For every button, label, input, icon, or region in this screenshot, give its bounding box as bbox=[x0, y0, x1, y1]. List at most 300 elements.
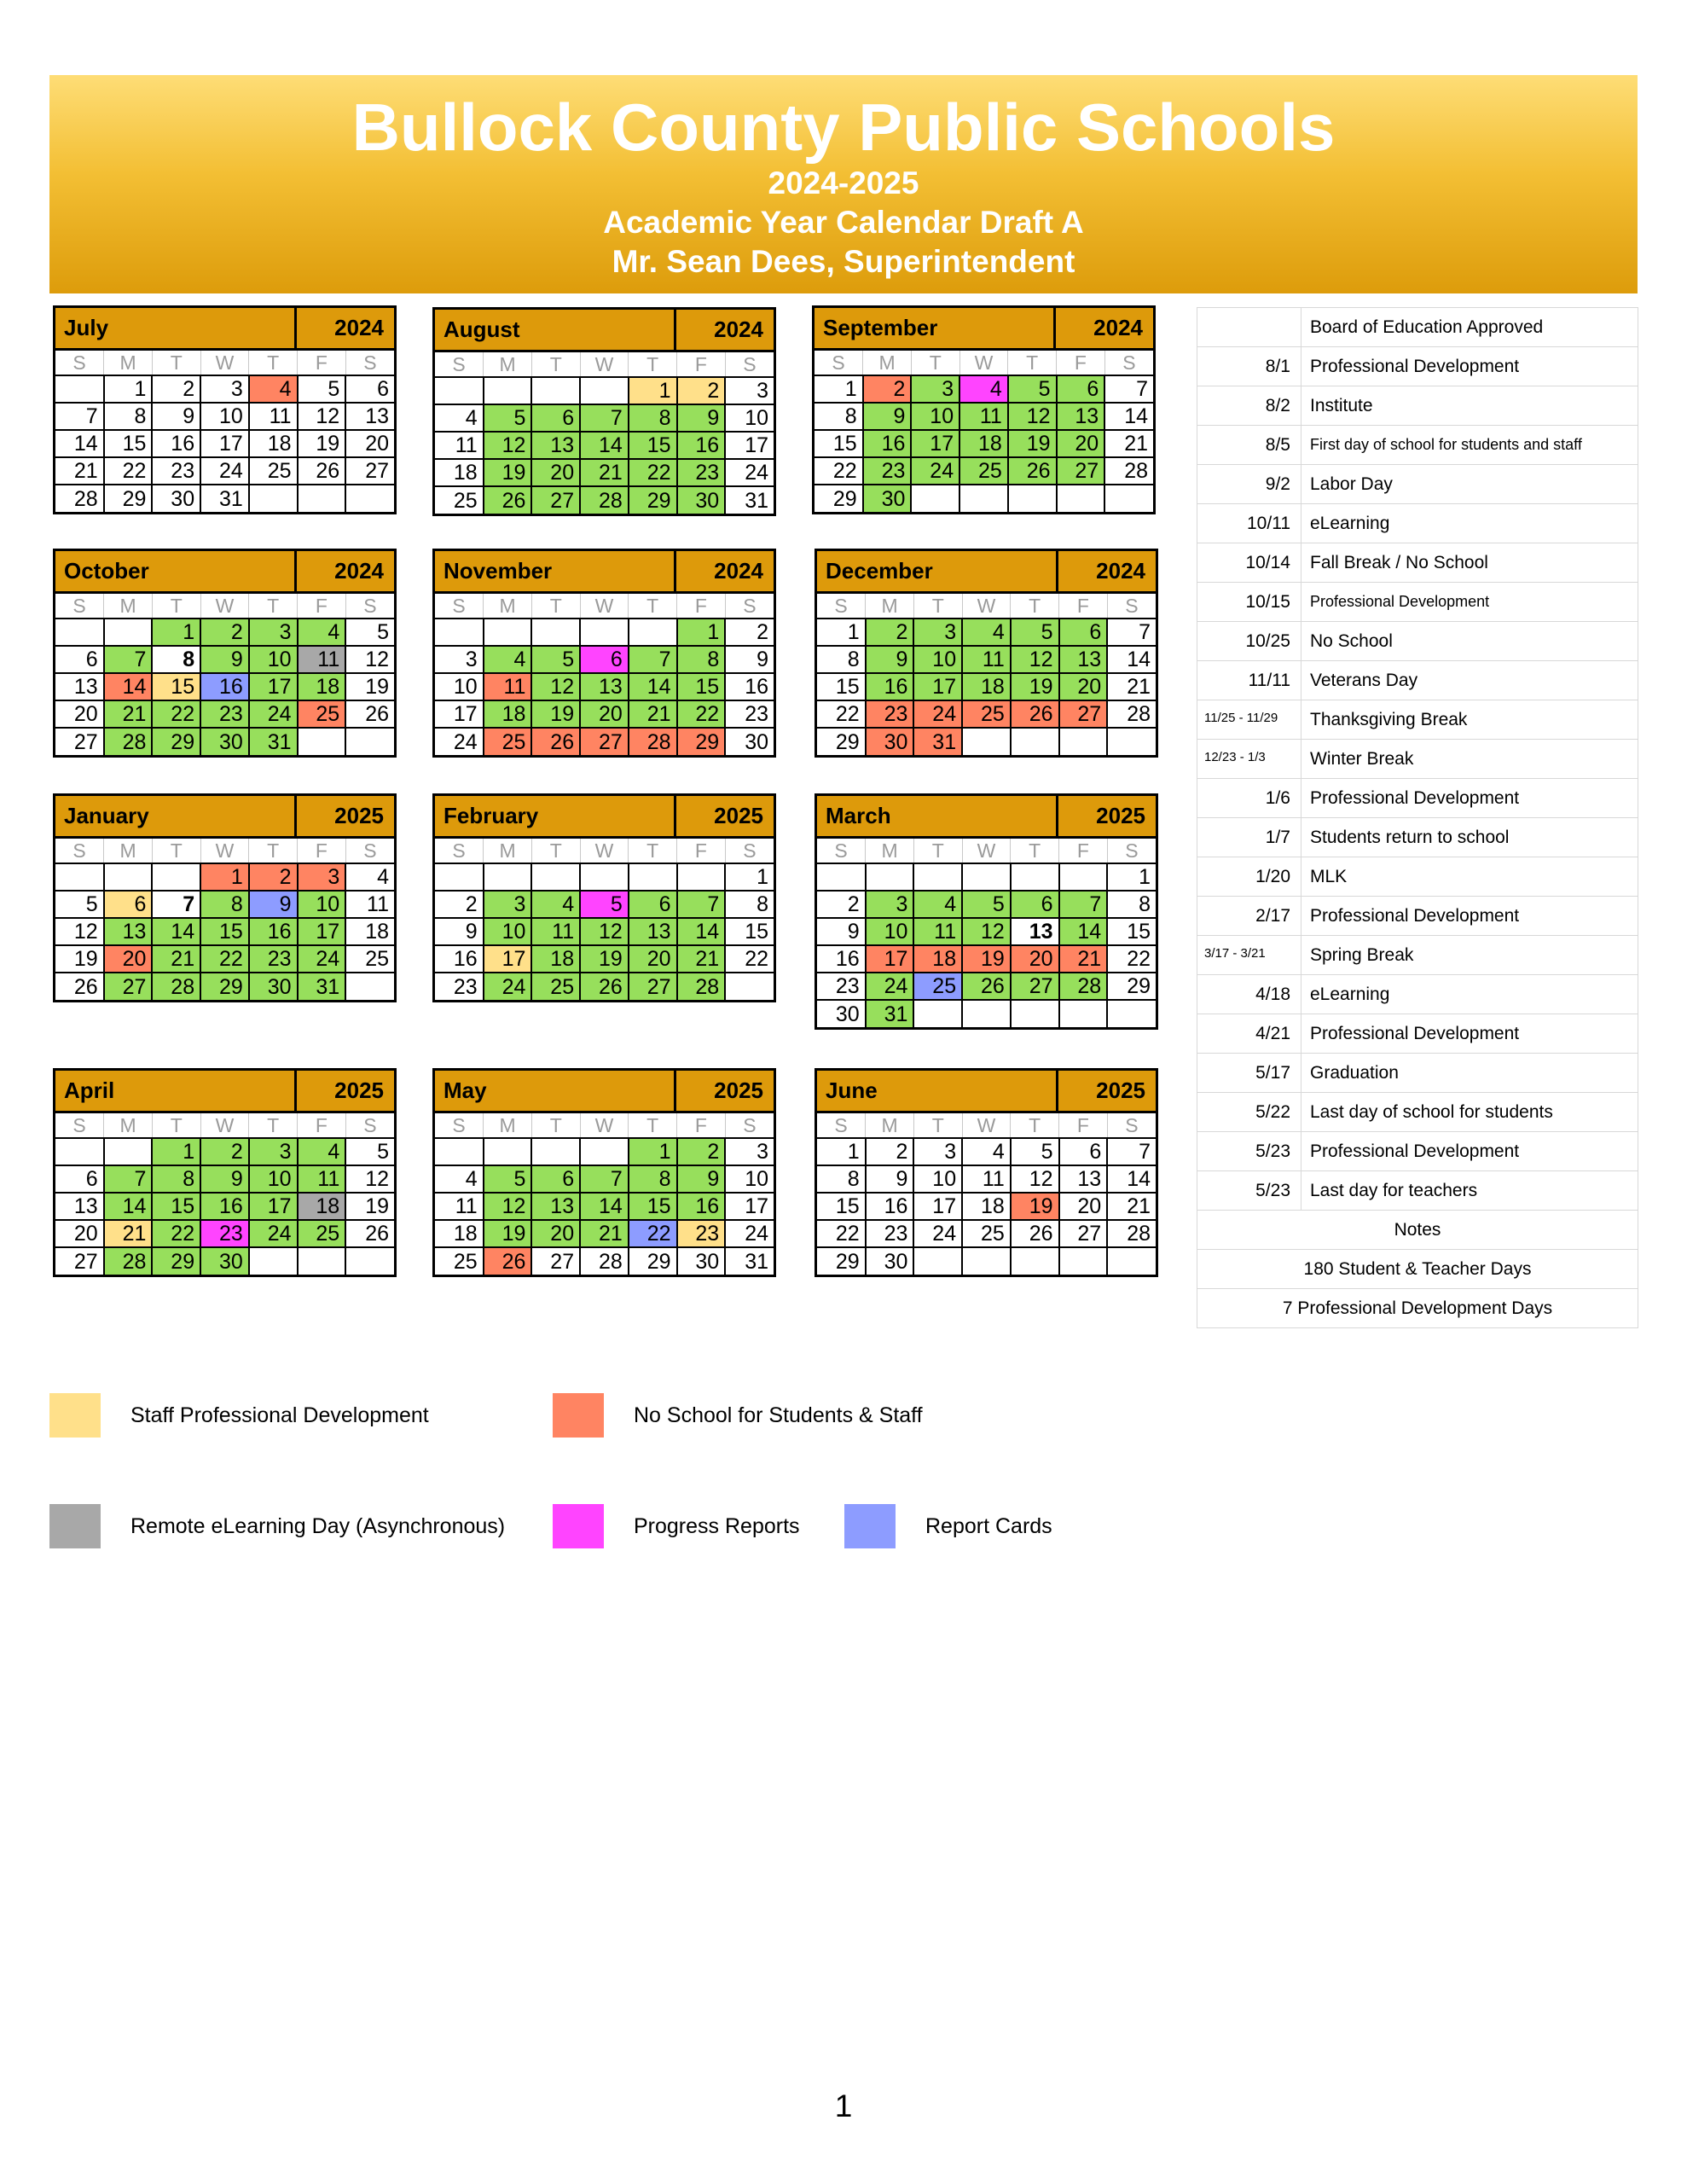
day-cell: 17 bbox=[725, 432, 774, 459]
day-cell: 28 bbox=[1104, 457, 1153, 485]
weekday-label: S bbox=[1107, 1113, 1156, 1138]
day-cell: 1 bbox=[629, 377, 677, 404]
month-name: September bbox=[815, 308, 1056, 348]
day-cell: 20 bbox=[1011, 945, 1059, 973]
day-grid bbox=[435, 839, 774, 1000]
day-cell bbox=[913, 1247, 962, 1275]
weekday-label: W bbox=[580, 1113, 629, 1138]
day-cell: 28 bbox=[629, 728, 677, 755]
day-cell: 19 bbox=[1011, 1193, 1059, 1220]
day-cell: 30 bbox=[866, 1247, 914, 1275]
month-name: June bbox=[817, 1071, 1058, 1111]
day-cell: 1 bbox=[1107, 863, 1156, 891]
weekday-label: T bbox=[249, 839, 298, 863]
day-cell: 8 bbox=[629, 404, 677, 432]
day-cell: 19 bbox=[345, 1193, 394, 1220]
day-cell: 21 bbox=[1107, 1193, 1156, 1220]
day-cell: 26 bbox=[55, 973, 104, 1000]
event-label: eLearning bbox=[1301, 504, 1638, 543]
day-cell: 19 bbox=[531, 700, 580, 728]
day-cell: 28 bbox=[1059, 973, 1108, 1000]
event-row bbox=[1197, 975, 1638, 1014]
day-cell: 14 bbox=[677, 918, 726, 945]
note-text: 180 Student & Teacher Days bbox=[1197, 1250, 1638, 1289]
day-cell bbox=[817, 863, 866, 891]
day-cell: 12 bbox=[484, 432, 532, 459]
day-cell bbox=[435, 377, 484, 404]
day-cell: 16 bbox=[863, 430, 912, 457]
day-cell: 24 bbox=[725, 459, 774, 486]
month-calendar-february bbox=[432, 793, 776, 1002]
day-cell: 18 bbox=[345, 918, 394, 945]
weekday-label: W bbox=[200, 839, 249, 863]
day-cell: 11 bbox=[435, 1193, 484, 1220]
weekday-label: T bbox=[1008, 351, 1057, 375]
day-cell: 9 bbox=[200, 1165, 249, 1193]
weekday-label: M bbox=[866, 839, 914, 863]
day-cell: 17 bbox=[249, 1193, 298, 1220]
legend-item-elearning bbox=[49, 1504, 505, 1548]
legend-swatch bbox=[49, 1504, 101, 1548]
day-cell: 8 bbox=[1107, 891, 1156, 918]
day-cell: 14 bbox=[580, 432, 629, 459]
weekday-label: M bbox=[104, 1113, 153, 1138]
day-cell bbox=[531, 619, 580, 646]
day-cell: 18 bbox=[249, 430, 298, 457]
event-row bbox=[1197, 504, 1638, 543]
day-cell: 10 bbox=[866, 918, 914, 945]
day-cell: 29 bbox=[817, 1247, 866, 1275]
day-cell: 6 bbox=[1059, 619, 1108, 646]
weekday-label: T bbox=[629, 352, 677, 377]
day-cell bbox=[580, 619, 629, 646]
day-cell: 15 bbox=[629, 1193, 677, 1220]
day-cell: 2 bbox=[866, 1138, 914, 1165]
event-date: 1/20 bbox=[1197, 857, 1301, 897]
month-header bbox=[815, 308, 1153, 351]
day-cell: 27 bbox=[55, 1247, 104, 1275]
day-cell: 25 bbox=[298, 1220, 346, 1247]
day-cell: 22 bbox=[200, 945, 249, 973]
month-header bbox=[55, 308, 394, 351]
day-cell: 14 bbox=[55, 430, 104, 457]
day-cell bbox=[55, 375, 104, 403]
month-header bbox=[55, 1071, 394, 1113]
day-cell: 17 bbox=[911, 430, 959, 457]
day-cell: 15 bbox=[677, 673, 726, 700]
day-cell: 15 bbox=[104, 430, 153, 457]
day-cell: 17 bbox=[913, 673, 962, 700]
day-cell bbox=[152, 863, 200, 891]
weekday-label: T bbox=[1011, 1113, 1059, 1138]
event-label: Institute bbox=[1301, 386, 1638, 426]
day-cell: 8 bbox=[817, 646, 866, 673]
day-cell: 1 bbox=[152, 1138, 200, 1165]
event-label: Board of Education Approved bbox=[1301, 308, 1638, 347]
day-cell: 17 bbox=[484, 945, 532, 973]
month-year: 2024 bbox=[714, 558, 763, 584]
weekday-label: M bbox=[484, 1113, 532, 1138]
day-cell: 24 bbox=[913, 700, 962, 728]
day-cell: 3 bbox=[911, 375, 959, 403]
month-header bbox=[817, 551, 1156, 594]
day-cell: 3 bbox=[249, 619, 298, 646]
day-cell: 27 bbox=[1059, 700, 1108, 728]
day-cell: 24 bbox=[725, 1220, 774, 1247]
day-cell: 28 bbox=[580, 486, 629, 514]
day-cell: 10 bbox=[298, 891, 346, 918]
day-cell bbox=[1011, 863, 1059, 891]
day-cell: 13 bbox=[1057, 403, 1105, 430]
day-grid bbox=[55, 594, 394, 755]
day-cell: 22 bbox=[629, 1220, 677, 1247]
day-cell: 4 bbox=[345, 863, 394, 891]
day-cell bbox=[531, 377, 580, 404]
day-cell bbox=[345, 973, 394, 1000]
day-cell bbox=[249, 485, 298, 512]
day-cell: 7 bbox=[580, 1165, 629, 1193]
day-cell: 14 bbox=[1107, 646, 1156, 673]
day-cell: 4 bbox=[531, 891, 580, 918]
day-cell bbox=[55, 863, 104, 891]
day-cell: 11 bbox=[298, 1165, 346, 1193]
weekday-label: T bbox=[629, 594, 677, 619]
day-cell: 5 bbox=[345, 1138, 394, 1165]
day-cell: 7 bbox=[104, 646, 153, 673]
day-cell: 8 bbox=[104, 403, 153, 430]
day-cell: 12 bbox=[962, 918, 1011, 945]
day-cell: 22 bbox=[817, 1220, 866, 1247]
weekday-label: T bbox=[249, 351, 298, 375]
day-cell: 13 bbox=[531, 1193, 580, 1220]
day-cell: 24 bbox=[866, 973, 914, 1000]
weekday-label: T bbox=[249, 594, 298, 619]
day-cell: 25 bbox=[345, 945, 394, 973]
weekday-label: F bbox=[298, 594, 346, 619]
day-cell bbox=[1107, 1000, 1156, 1027]
day-cell: 9 bbox=[677, 404, 726, 432]
day-cell: 3 bbox=[866, 891, 914, 918]
day-cell: 2 bbox=[863, 375, 912, 403]
day-cell: 4 bbox=[913, 891, 962, 918]
day-cell: 31 bbox=[866, 1000, 914, 1027]
day-cell: 25 bbox=[959, 457, 1008, 485]
day-cell: 23 bbox=[200, 700, 249, 728]
weekday-label: F bbox=[1059, 594, 1108, 619]
notes-row bbox=[1197, 1211, 1638, 1250]
day-cell: 23 bbox=[200, 1220, 249, 1247]
day-cell bbox=[104, 619, 153, 646]
calendar-subtitle: Academic Year Calendar Draft A bbox=[603, 205, 1084, 240]
day-cell: 1 bbox=[725, 863, 774, 891]
weekday-label: F bbox=[1059, 839, 1108, 863]
day-cell: 23 bbox=[863, 457, 912, 485]
day-cell: 5 bbox=[298, 375, 346, 403]
event-date: 4/18 bbox=[1197, 975, 1301, 1014]
day-cell: 1 bbox=[817, 1138, 866, 1165]
day-cell: 31 bbox=[725, 486, 774, 514]
day-cell: 27 bbox=[531, 1247, 580, 1275]
event-date: 5/22 bbox=[1197, 1093, 1301, 1132]
day-cell: 16 bbox=[677, 1193, 726, 1220]
day-cell: 18 bbox=[913, 945, 962, 973]
day-grid bbox=[55, 839, 394, 1000]
day-cell: 14 bbox=[104, 1193, 153, 1220]
day-cell bbox=[962, 1247, 1011, 1275]
day-cell bbox=[104, 863, 153, 891]
event-label: Thanksgiving Break bbox=[1301, 700, 1638, 740]
day-cell: 5 bbox=[962, 891, 1011, 918]
weekday-label: T bbox=[911, 351, 959, 375]
day-cell: 30 bbox=[152, 485, 200, 512]
day-cell: 13 bbox=[55, 673, 104, 700]
day-cell: 1 bbox=[200, 863, 249, 891]
day-cell: 10 bbox=[200, 403, 249, 430]
month-name: May bbox=[435, 1071, 676, 1111]
event-label: First day of school for students and staff bbox=[1301, 426, 1638, 465]
day-cell: 23 bbox=[866, 700, 914, 728]
weekday-label: S bbox=[345, 351, 394, 375]
day-cell bbox=[55, 1138, 104, 1165]
month-name: January bbox=[55, 796, 297, 836]
day-cell: 3 bbox=[725, 377, 774, 404]
day-cell bbox=[580, 863, 629, 891]
weekday-label: M bbox=[484, 594, 532, 619]
weekday-label: T bbox=[531, 594, 580, 619]
weekday-label: W bbox=[200, 1113, 249, 1138]
day-cell: 16 bbox=[866, 1193, 914, 1220]
event-date: 11/25 - 11/29 bbox=[1197, 700, 1301, 740]
day-cell: 2 bbox=[677, 377, 726, 404]
day-grid bbox=[817, 594, 1156, 755]
notes-heading: Notes bbox=[1197, 1211, 1638, 1250]
weekday-label: T bbox=[531, 352, 580, 377]
day-cell: 29 bbox=[200, 973, 249, 1000]
day-cell: 27 bbox=[580, 728, 629, 755]
events-table bbox=[1197, 307, 1638, 1328]
day-cell bbox=[484, 1138, 532, 1165]
day-cell: 26 bbox=[484, 486, 532, 514]
weekday-label: F bbox=[1059, 1113, 1108, 1138]
day-cell: 12 bbox=[580, 918, 629, 945]
event-row bbox=[1197, 308, 1638, 347]
month-calendar-november bbox=[432, 549, 776, 758]
month-header bbox=[817, 1071, 1156, 1113]
day-cell: 25 bbox=[249, 457, 298, 485]
day-cell: 31 bbox=[913, 728, 962, 755]
weekday-label: T bbox=[1011, 594, 1059, 619]
weekday-label: T bbox=[1011, 839, 1059, 863]
weekday-label: T bbox=[531, 1113, 580, 1138]
event-date: 5/23 bbox=[1197, 1171, 1301, 1211]
event-date bbox=[1197, 308, 1301, 347]
day-cell: 25 bbox=[962, 1220, 1011, 1247]
day-cell: 11 bbox=[913, 918, 962, 945]
day-cell: 15 bbox=[817, 673, 866, 700]
day-cell: 19 bbox=[962, 945, 1011, 973]
day-cell: 19 bbox=[484, 1220, 532, 1247]
weekday-label: S bbox=[345, 839, 394, 863]
weekday-label: S bbox=[345, 1113, 394, 1138]
day-cell: 14 bbox=[1104, 403, 1153, 430]
day-cell: 13 bbox=[345, 403, 394, 430]
weekday-label: T bbox=[913, 1113, 962, 1138]
weekday-label: W bbox=[200, 351, 249, 375]
day-cell: 16 bbox=[249, 918, 298, 945]
month-calendar-december bbox=[815, 549, 1158, 758]
month-year: 2025 bbox=[334, 1077, 384, 1103]
month-name: July bbox=[55, 308, 297, 348]
month-name: October bbox=[55, 551, 297, 591]
day-cell: 10 bbox=[484, 918, 532, 945]
weekday-label: T bbox=[152, 839, 200, 863]
weekday-label: M bbox=[484, 839, 532, 863]
day-cell: 16 bbox=[200, 1193, 249, 1220]
day-cell: 6 bbox=[1057, 375, 1105, 403]
day-cell: 18 bbox=[484, 700, 532, 728]
event-label: Last day for teachers bbox=[1301, 1171, 1638, 1211]
month-year: 2025 bbox=[714, 803, 763, 828]
event-row bbox=[1197, 1014, 1638, 1054]
day-cell: 30 bbox=[817, 1000, 866, 1027]
weekday-label: F bbox=[298, 839, 346, 863]
legend-item-report-cards bbox=[844, 1504, 1052, 1548]
weekday-label: S bbox=[435, 1113, 484, 1138]
day-cell: 10 bbox=[435, 673, 484, 700]
month-calendar-may bbox=[432, 1068, 776, 1277]
day-cell bbox=[629, 619, 677, 646]
day-cell: 26 bbox=[345, 1220, 394, 1247]
day-cell: 8 bbox=[629, 1165, 677, 1193]
weekday-label: T bbox=[913, 839, 962, 863]
day-cell: 22 bbox=[629, 459, 677, 486]
day-cell: 14 bbox=[152, 918, 200, 945]
day-cell: 14 bbox=[1059, 918, 1108, 945]
day-cell: 20 bbox=[104, 945, 153, 973]
month-calendar-august bbox=[432, 307, 776, 516]
weekday-label: S bbox=[725, 839, 774, 863]
day-cell: 27 bbox=[345, 457, 394, 485]
day-cell: 26 bbox=[1008, 457, 1057, 485]
month-year: 2024 bbox=[714, 317, 763, 342]
day-cell: 6 bbox=[1059, 1138, 1108, 1165]
day-grid bbox=[55, 351, 394, 512]
event-date: 8/1 bbox=[1197, 347, 1301, 386]
day-cell bbox=[435, 863, 484, 891]
day-cell: 11 bbox=[531, 918, 580, 945]
weekday-label: M bbox=[866, 1113, 914, 1138]
day-cell: 26 bbox=[580, 973, 629, 1000]
day-cell bbox=[249, 1247, 298, 1275]
weekday-label: M bbox=[104, 351, 153, 375]
month-header bbox=[435, 310, 774, 352]
day-cell: 29 bbox=[152, 1247, 200, 1275]
day-cell: 28 bbox=[580, 1247, 629, 1275]
day-cell: 11 bbox=[345, 891, 394, 918]
day-cell bbox=[345, 1247, 394, 1275]
day-cell: 29 bbox=[629, 1247, 677, 1275]
day-cell: 12 bbox=[345, 646, 394, 673]
day-cell: 20 bbox=[55, 700, 104, 728]
day-cell: 6 bbox=[55, 1165, 104, 1193]
day-cell: 19 bbox=[55, 945, 104, 973]
month-name: February bbox=[435, 796, 676, 836]
day-cell: 21 bbox=[677, 945, 726, 973]
day-cell: 21 bbox=[104, 1220, 153, 1247]
day-cell: 23 bbox=[866, 1220, 914, 1247]
day-cell: 14 bbox=[104, 673, 153, 700]
weekday-label: W bbox=[962, 1113, 1011, 1138]
day-cell: 18 bbox=[962, 673, 1011, 700]
day-cell: 25 bbox=[962, 700, 1011, 728]
weekday-label: S bbox=[1107, 839, 1156, 863]
day-cell: 13 bbox=[580, 673, 629, 700]
day-cell: 30 bbox=[677, 1247, 726, 1275]
event-row bbox=[1197, 386, 1638, 426]
day-cell: 1 bbox=[817, 619, 866, 646]
day-cell: 20 bbox=[531, 459, 580, 486]
day-cell: 13 bbox=[1059, 1165, 1108, 1193]
event-label: Professional Development bbox=[1301, 897, 1638, 936]
weekday-label: S bbox=[817, 594, 866, 619]
day-cell: 13 bbox=[1059, 646, 1108, 673]
day-cell: 18 bbox=[435, 1220, 484, 1247]
day-cell: 29 bbox=[677, 728, 726, 755]
day-cell: 12 bbox=[484, 1193, 532, 1220]
event-row bbox=[1197, 1171, 1638, 1211]
day-cell: 12 bbox=[1011, 1165, 1059, 1193]
weekday-label: S bbox=[55, 1113, 104, 1138]
weekday-label: S bbox=[1107, 594, 1156, 619]
event-row bbox=[1197, 779, 1638, 818]
day-cell bbox=[1011, 1247, 1059, 1275]
day-cell: 23 bbox=[725, 700, 774, 728]
day-cell bbox=[959, 485, 1008, 512]
event-date: 11/11 bbox=[1197, 661, 1301, 700]
notes-row bbox=[1197, 1289, 1638, 1328]
event-date: 10/15 bbox=[1197, 583, 1301, 622]
day-cell: 28 bbox=[104, 1247, 153, 1275]
day-cell: 5 bbox=[55, 891, 104, 918]
day-cell: 15 bbox=[152, 1193, 200, 1220]
day-cell: 27 bbox=[629, 973, 677, 1000]
day-cell: 4 bbox=[962, 619, 1011, 646]
event-row bbox=[1197, 1093, 1638, 1132]
weekday-label: F bbox=[677, 594, 726, 619]
month-name: April bbox=[55, 1071, 297, 1111]
day-cell: 3 bbox=[200, 375, 249, 403]
month-year: 2025 bbox=[1096, 803, 1145, 828]
day-cell bbox=[629, 863, 677, 891]
weekday-label: S bbox=[55, 351, 104, 375]
day-cell: 18 bbox=[962, 1193, 1011, 1220]
day-cell: 13 bbox=[104, 918, 153, 945]
day-cell: 6 bbox=[55, 646, 104, 673]
day-cell bbox=[1104, 485, 1153, 512]
day-cell: 30 bbox=[866, 728, 914, 755]
day-cell bbox=[345, 728, 394, 755]
day-cell: 13 bbox=[55, 1193, 104, 1220]
event-label: eLearning bbox=[1301, 975, 1638, 1014]
day-cell: 15 bbox=[1107, 918, 1156, 945]
weekday-label: F bbox=[677, 1113, 726, 1138]
day-cell: 4 bbox=[298, 1138, 346, 1165]
day-cell: 10 bbox=[249, 1165, 298, 1193]
day-cell: 17 bbox=[200, 430, 249, 457]
day-cell: 20 bbox=[531, 1220, 580, 1247]
day-cell bbox=[345, 485, 394, 512]
day-cell bbox=[435, 619, 484, 646]
